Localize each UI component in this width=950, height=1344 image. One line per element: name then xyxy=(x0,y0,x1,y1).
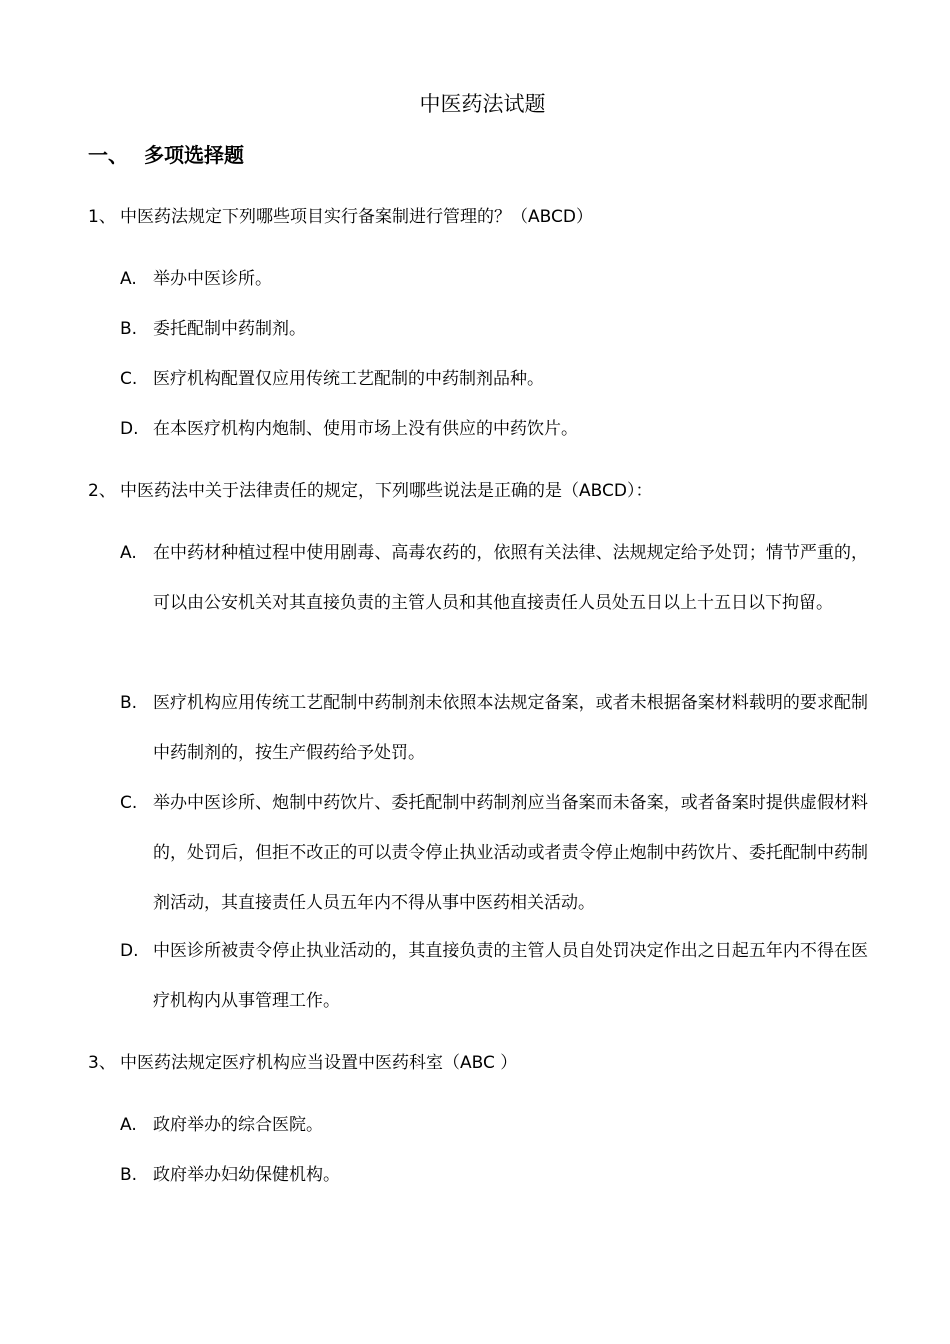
question-3-option-a xyxy=(120,1100,868,1150)
section-heading xyxy=(88,140,244,170)
question-3-option-b xyxy=(120,1150,868,1200)
option-text: 政府举办的综合医院。 xyxy=(153,1115,323,1135)
question-1-option-d xyxy=(120,404,868,454)
question-number: 1、 xyxy=(88,207,116,227)
option-letter: C. xyxy=(120,793,138,813)
question-2-option-b xyxy=(120,678,868,778)
option-text: 政府举办妇幼保健机构。 xyxy=(153,1165,340,1185)
question-number: 3、 xyxy=(88,1053,116,1073)
question-1 xyxy=(88,202,593,232)
option-text: 举办中医诊所。 xyxy=(153,269,272,289)
option-text: 委托配制中药制剂。 xyxy=(153,319,306,339)
option-letter: A. xyxy=(120,543,137,563)
option-letter: B. xyxy=(120,693,138,713)
question-1-option-b xyxy=(120,304,868,354)
option-text: 举办中医诊所、炮制中药饮片、委托配制中药制剂应当备案而未备案，或者备案时提供虚假材料的，处罚后，但拒不改正的可以责令停止执业活动或者责令停止炮制中药饮片、委托配制中药制剂活动，其直接责任人员五年内不得从事中医药相关活动。 xyxy=(153,793,868,913)
option-letter: D. xyxy=(120,941,139,961)
option-text: 医疗机构配置仅应用传统工艺配制的中药制剂品种。 xyxy=(153,369,544,389)
option-letter: B. xyxy=(120,1165,138,1185)
question-text: 中医药法规定医疗机构应当设置中医药科室（ABC ） xyxy=(120,1053,518,1073)
section-number: 一、 xyxy=(88,143,128,167)
question-1-option-c xyxy=(120,354,868,404)
option-letter: D. xyxy=(120,419,139,439)
question-2-option-c xyxy=(120,778,868,928)
option-letter: A. xyxy=(120,1115,137,1135)
question-text: 中医药法规定下列哪些项目实行备案制进行管理的？（ABCD） xyxy=(120,207,593,227)
option-text: 医疗机构应用传统工艺配制中药制剂未依照本法规定备案，或者未根据备案材料载明的要求配制中药制剂的，按生产假药给予处罚。 xyxy=(153,693,868,763)
option-text: 中医诊所被责令停止执业活动的，其直接负责的主管人员自处罚决定作出之日起五年内不得在医疗机构内从事管理工作。 xyxy=(153,941,868,1011)
document-title: 中医药法试题 xyxy=(419,92,546,116)
option-letter: B. xyxy=(120,319,138,339)
question-2-option-d xyxy=(120,926,868,1026)
option-text: 在本医疗机构内炮制、使用市场上没有供应的中药饮片。 xyxy=(153,419,578,439)
option-text: 在中药材种植过程中使用剧毒、高毒农药的，依照有关法律、法规规定给予处罚；情节严重的，可以由公安机关对其直接负责的主管人员和其他直接责任人员处五日以上十五日以下拘留。 xyxy=(153,543,868,613)
question-number: 2、 xyxy=(88,481,116,501)
question-text: 中医药法中关于法律责任的规定，下列哪些说法是正确的是（ABCD）： xyxy=(120,481,653,501)
section-title: 多项选择题 xyxy=(144,143,244,167)
question-2-option-a xyxy=(120,528,868,628)
question-3 xyxy=(88,1048,517,1078)
question-2 xyxy=(88,476,652,506)
question-1-option-a xyxy=(120,254,868,304)
option-letter: A. xyxy=(120,269,137,289)
option-letter: C. xyxy=(120,369,138,389)
